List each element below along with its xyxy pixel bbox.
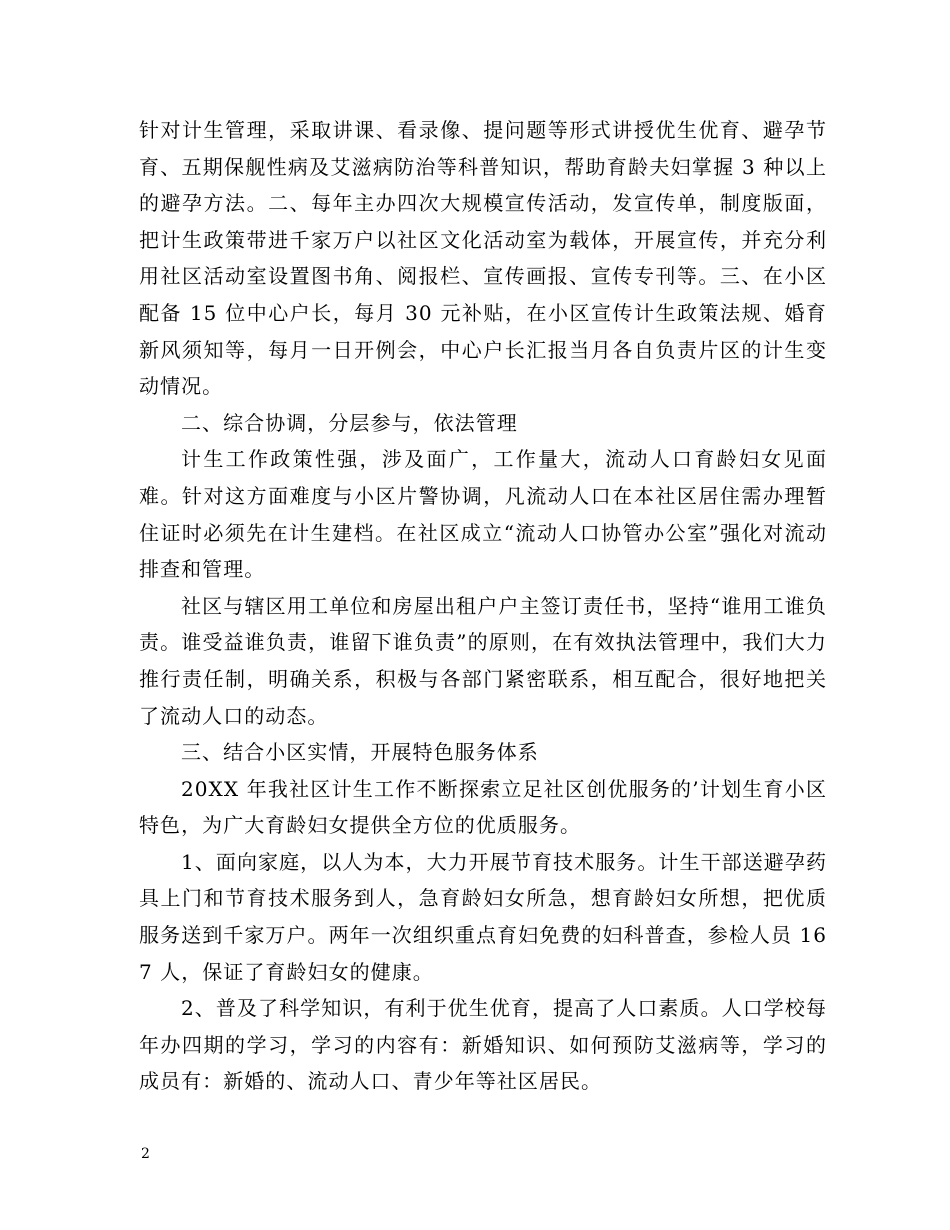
- section-heading-2: 二、综合协调，分层参与，依法管理: [181, 410, 518, 435]
- paragraph-8: 2、普及了科学知识，有利于优生优育，提高了人口素质。人口学校每年办四期的学习，学习的内容有：新婚知识、如何预防艾滋病等，学习的成员有：新婚的、流动人口、青少年等社区居民。: [139, 996, 827, 1094]
- paragraph-1: 针对计生管理，采取讲课、看录像、提问题等形式讲授优生优育、避孕节育、五期保舰性病及艾滋病防治等科普知识，帮助育龄夫妇掌握 3 种以上的避孕方法。二、每年主办四次大规模宣传活动，发宣传单，制度版面，把计生政策带进千家万户以社区文化活动室为载体，开展宣传，并充分利用社区活动室设置图书角、阅报栏、宣传画报、宣传专刊等。三、在小区配备 15 位中心户长，每月 30 元补贴，在小区宣传计生政策法规、婚育新风须知等，每月一日开例会，中心户长汇报当月各自负责片区的计生变动情况。: [139, 118, 827, 399]
- document-body: [139, 112, 827, 1100]
- paragraph-6: 20XX 年我社区计生工作不断探索立足社区创优服务的’计划生育小区特色，为广大育龄妇女提供全方位的优质服务。: [139, 776, 827, 838]
- paragraph-4: 社区与辖区用工单位和房屋出租户户主签订责任书，坚持“谁用工谁负责。谁受益谁负责，谁留下谁负责”的原则，在有效执法管理中，我们大力推行责任制，明确关系，积极与各部门紧密联系，相互配合，很好地把关了流动人口的动态。: [139, 593, 827, 728]
- section-heading-3: 三、结合小区实情，开展特色服务体系: [181, 740, 539, 765]
- paragraph-3: 计生工作政策性强，涉及面广，工作量大，流动人口育龄妇女见面难。针对这方面难度与小区片警协调，凡流动人口在本社区居住需办理暂住证时必须先在计生建档。在社区成立“流动人口协管办公室”强化对流动排查和管理。: [139, 447, 827, 582]
- page-number: 2: [141, 1146, 150, 1162]
- paragraph-7: 1、面向家庭，以人为本，大力开展节育技术服务。计生干部送避孕药具上门和节育技术服务到人，急育龄妇女所急，想育龄妇女所想，把优质服务送到千家万户。两年一次组织重点育妇免费的妇科普查，参检人员 167 人，保证了育龄妇女的健康。: [139, 849, 827, 984]
